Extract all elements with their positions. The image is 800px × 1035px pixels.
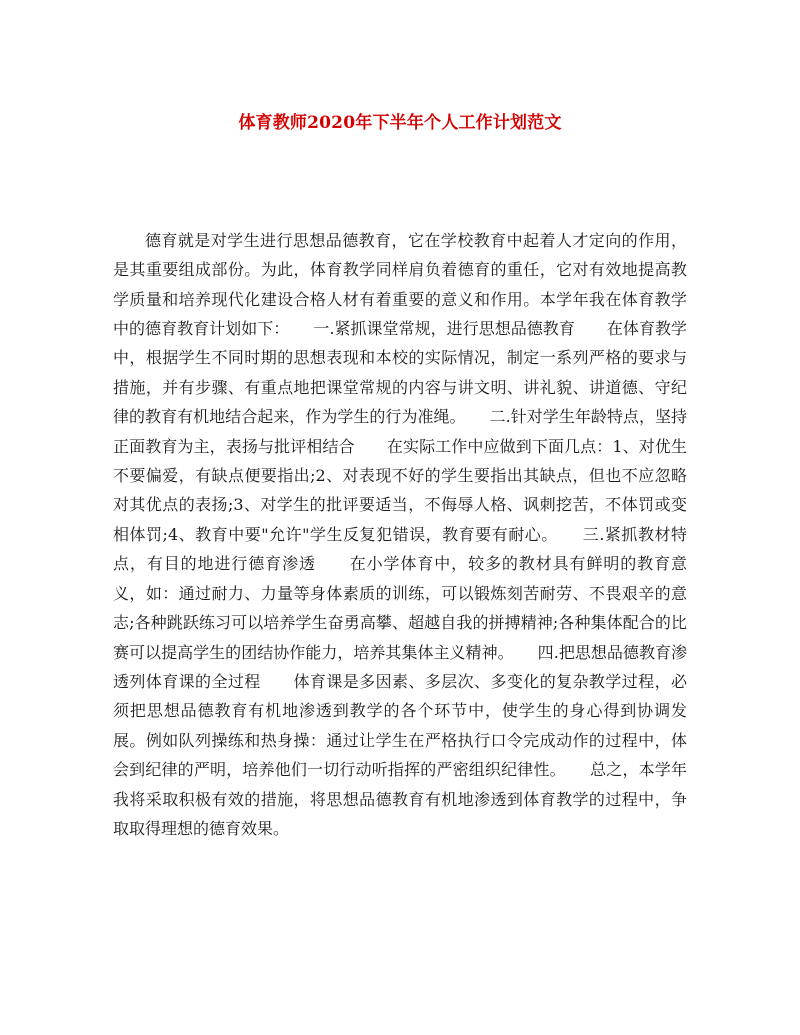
document-title: 体育教师2020年下半年个人工作计划范文 xyxy=(238,113,562,133)
document-body xyxy=(113,167,687,902)
body-paragraph: 德育就是对学生进行思想品德教育，它在学校教育中起着人才定向的作用，是其重要组成部份。为此，体育教学同样肩负着德育的重任，它对有效地提高教学质量和培养现代化建设合格人材有着重要的意义和作用。本学年我在体育教学中的德育教育计划如下： 一.紧抓课堂常规，进行思想品德教育 在体育教学中，根据学生不同时期的思想表现和本校的实际情况，制定一系列严格的要求与措施，并有步骤、有重点地把课堂常规的内容与讲文明、讲礼貌、讲道德、守纪律的教育有机地结合起来，作为学生的行为准绳。 二.针对学生年龄特点，坚持正面教育为主，表扬与批评相结合 在实际工作中应做到下面几点：1、对优生不要偏爱，有缺点便要指出;2、对表现不好的学生要指出其缺点，但也不应忽略对其优点的表扬;3、对学生的批评要适当，不侮辱人格、讽刺挖苦，不体罚或变相体罚;4、教育中要"允许"学生反复犯错误，教育要有耐心。 三.紧抓教材特点，有目的地进行德育渗透 在小学体育中，较多的教材具有鲜明的教育意义，如：通过耐力、力量等身体素质的训练，可以锻炼刻苦耐劳、不畏艰辛的意志;各种跳跃练习可以培养学生奋勇高攀、超越自我的拼搏精神;各种集体配合的比赛可以提高学生的团结协作能力，培养其集体主义精神。 四.把思想品德教育渗透列体育课的全过程 体育课是多因素、多层次、多变化的复杂教学过程，必须把思想品德教育有机地渗透到教学的各个环节中，使学生的身心得到协调发展。例如队列操练和热身操：通过让学生在严格执行口令完成动作的过程中，体会到纪律的严明，培养他们一切行动听指挥的严密组织纪律性。 总之，本学年我将采取积极有效的措施，将思想品德教育有机地渗透到体育教学的过程中，争取取得理想的德育效果。 xyxy=(113,230,687,838)
